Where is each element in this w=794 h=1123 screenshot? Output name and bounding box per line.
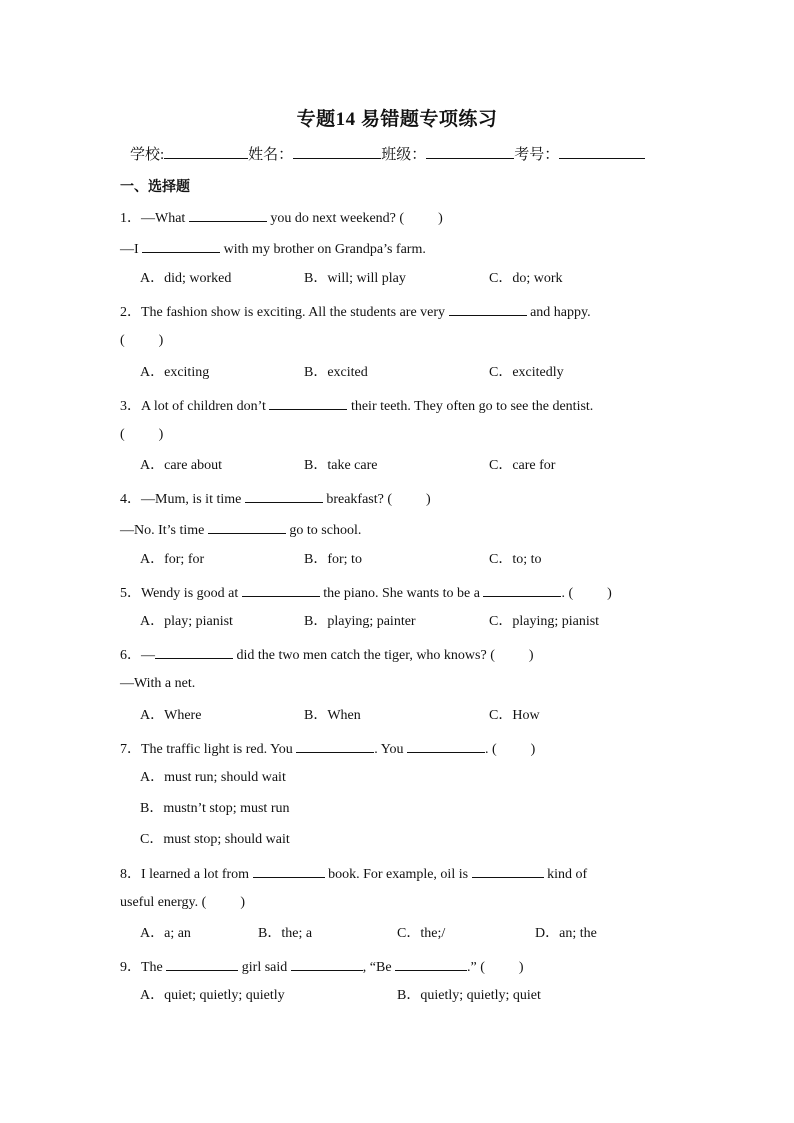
- question-number: 6．: [120, 648, 141, 663]
- question-1-stem: [120, 207, 443, 228]
- question-number: 1．: [120, 211, 141, 226]
- question-text: ): [426, 492, 431, 507]
- question-text: their teeth. They often go to see the dentist.: [350, 399, 594, 414]
- answer-blank[interactable]: [291, 956, 363, 971]
- question-text: girl said: [241, 960, 288, 975]
- option-b[interactable]: B．for; to: [304, 552, 362, 567]
- question-number: 4．: [120, 492, 141, 507]
- question-text: . You: [374, 742, 404, 757]
- answer-blank[interactable]: [155, 644, 233, 659]
- question-3-stem: [120, 395, 593, 416]
- question-text: ): [438, 211, 443, 226]
- option-a[interactable]: A．must run; should wait: [140, 770, 286, 785]
- option-b[interactable]: B．take care: [304, 458, 378, 473]
- answer-blank[interactable]: [253, 863, 325, 878]
- question-text: .” (: [467, 960, 485, 975]
- question-4-stem: [120, 488, 431, 509]
- answer-blank[interactable]: [449, 301, 527, 316]
- number-blank[interactable]: [559, 144, 645, 159]
- question-number: 7．: [120, 742, 141, 757]
- question-2-stem: [120, 301, 591, 322]
- option-a[interactable]: A．exciting: [140, 365, 210, 380]
- question-text: —With a net.: [120, 676, 196, 691]
- option-c[interactable]: C．care for: [489, 458, 556, 473]
- school-label: 学校:: [130, 147, 165, 163]
- question-number: 9．: [120, 960, 141, 975]
- paren-close: ): [158, 427, 164, 442]
- question-text: ): [240, 895, 245, 910]
- option-c[interactable]: C．to; to: [489, 552, 542, 567]
- class-blank[interactable]: [426, 144, 514, 159]
- question-number: 5．: [120, 586, 141, 601]
- option-a[interactable]: A．care about: [140, 458, 223, 473]
- question-text: The traffic light is red. You: [141, 742, 293, 757]
- question-1-reply: [120, 238, 426, 259]
- answer-blank[interactable]: [189, 207, 267, 222]
- paren-open: (: [120, 333, 125, 348]
- question-text: . (: [484, 742, 497, 757]
- option-b[interactable]: B．the; a: [258, 926, 313, 941]
- question-2-paren: [120, 332, 163, 350]
- question-text: —Mum, is it time: [141, 492, 242, 507]
- question-text: —I: [120, 242, 139, 257]
- answer-blank[interactable]: [208, 519, 286, 534]
- question-text: —: [141, 648, 155, 663]
- question-text: The fashion show is exciting. All the students are very: [141, 305, 446, 320]
- answer-blank[interactable]: [483, 582, 561, 597]
- question-text: and happy.: [530, 305, 591, 320]
- option-c[interactable]: C．How: [489, 708, 540, 723]
- option-b[interactable]: B．playing; painter: [304, 614, 416, 629]
- question-text: book. For example, oil is: [328, 867, 469, 882]
- option-a[interactable]: A．a; an: [140, 926, 191, 941]
- option-a[interactable]: A．quiet; quietly; quietly: [140, 988, 285, 1003]
- question-text: Wendy is good at: [141, 586, 239, 601]
- question-number: 2．: [120, 305, 141, 320]
- name-blank[interactable]: [293, 144, 381, 159]
- question-text: useful energy. (: [120, 895, 207, 910]
- question-4-reply: [120, 519, 361, 540]
- class-label: 班级：: [381, 147, 427, 163]
- question-text: The: [141, 960, 163, 975]
- question-text: ): [518, 960, 524, 975]
- option-b[interactable]: B．mustn’t stop; must run: [140, 801, 290, 816]
- question-text: . (: [561, 586, 574, 601]
- question-text: ): [607, 586, 612, 601]
- question-text: I learned a lot from: [141, 867, 250, 882]
- option-b[interactable]: B．excited: [304, 365, 368, 380]
- question-number: 3．: [120, 399, 141, 414]
- question-text: you do next weekend? (: [270, 211, 405, 226]
- answer-blank[interactable]: [166, 956, 238, 971]
- question-8-continued: [120, 894, 245, 912]
- option-a[interactable]: A．for; for: [140, 552, 205, 567]
- question-number: 8．: [120, 867, 141, 882]
- name-label: 姓名：: [248, 147, 294, 163]
- answer-blank[interactable]: [407, 738, 485, 753]
- answer-blank[interactable]: [472, 863, 544, 878]
- answer-blank[interactable]: [245, 488, 323, 503]
- question-text: , “Be: [362, 960, 392, 975]
- option-a[interactable]: A．Where: [140, 708, 202, 723]
- answer-blank[interactable]: [395, 956, 467, 971]
- question-text: with my brother on Grandpa’s farm.: [223, 242, 426, 257]
- section-heading: 一、选择题: [120, 180, 190, 195]
- option-d[interactable]: D．an; the: [535, 926, 597, 941]
- answer-blank[interactable]: [142, 238, 220, 253]
- paren-open: (: [120, 427, 125, 442]
- option-a[interactable]: A．play; pianist: [140, 614, 233, 629]
- question-text: —No. It’s time: [120, 523, 205, 538]
- option-c[interactable]: C．do; work: [489, 271, 563, 286]
- number-label: 考号：: [514, 147, 560, 163]
- question-9-stem: [120, 956, 524, 977]
- option-c[interactable]: C．the;/: [397, 926, 446, 941]
- answer-blank[interactable]: [242, 582, 320, 597]
- question-text: kind of: [547, 867, 588, 882]
- option-b[interactable]: B．will; will play: [304, 271, 406, 286]
- question-7-stem: [120, 738, 535, 759]
- question-6-stem: [120, 644, 534, 665]
- option-a[interactable]: A．did; worked: [140, 271, 232, 286]
- option-b[interactable]: B．quietly; quietly; quiet: [397, 988, 541, 1003]
- paren-close: ): [158, 333, 164, 348]
- option-b[interactable]: B．When: [304, 708, 361, 723]
- question-text: breakfast? (: [326, 492, 393, 507]
- page-title: 专题14 易错题专项练习: [296, 109, 498, 130]
- question-8-stem: [120, 863, 587, 884]
- question-text: go to school.: [289, 523, 362, 538]
- answer-blank[interactable]: [296, 738, 374, 753]
- question-5-stem: [120, 582, 612, 603]
- question-text: —What: [141, 211, 186, 226]
- question-text: the piano. She wants to be a: [323, 586, 480, 601]
- answer-blank[interactable]: [269, 395, 347, 410]
- question-text: did the two men catch the tiger, who knows? (: [236, 648, 495, 663]
- student-info-line: [130, 143, 645, 164]
- option-c[interactable]: C．playing; pianist: [489, 614, 600, 629]
- question-text: ): [530, 742, 536, 757]
- school-blank[interactable]: [164, 144, 248, 159]
- question-6-reply: [120, 675, 195, 693]
- question-text: ): [528, 648, 534, 663]
- question-3-paren: [120, 426, 163, 444]
- option-c[interactable]: C．must stop; should wait: [140, 832, 290, 847]
- option-c[interactable]: C．excitedly: [489, 365, 564, 380]
- question-text: A lot of children don’t: [141, 399, 266, 414]
